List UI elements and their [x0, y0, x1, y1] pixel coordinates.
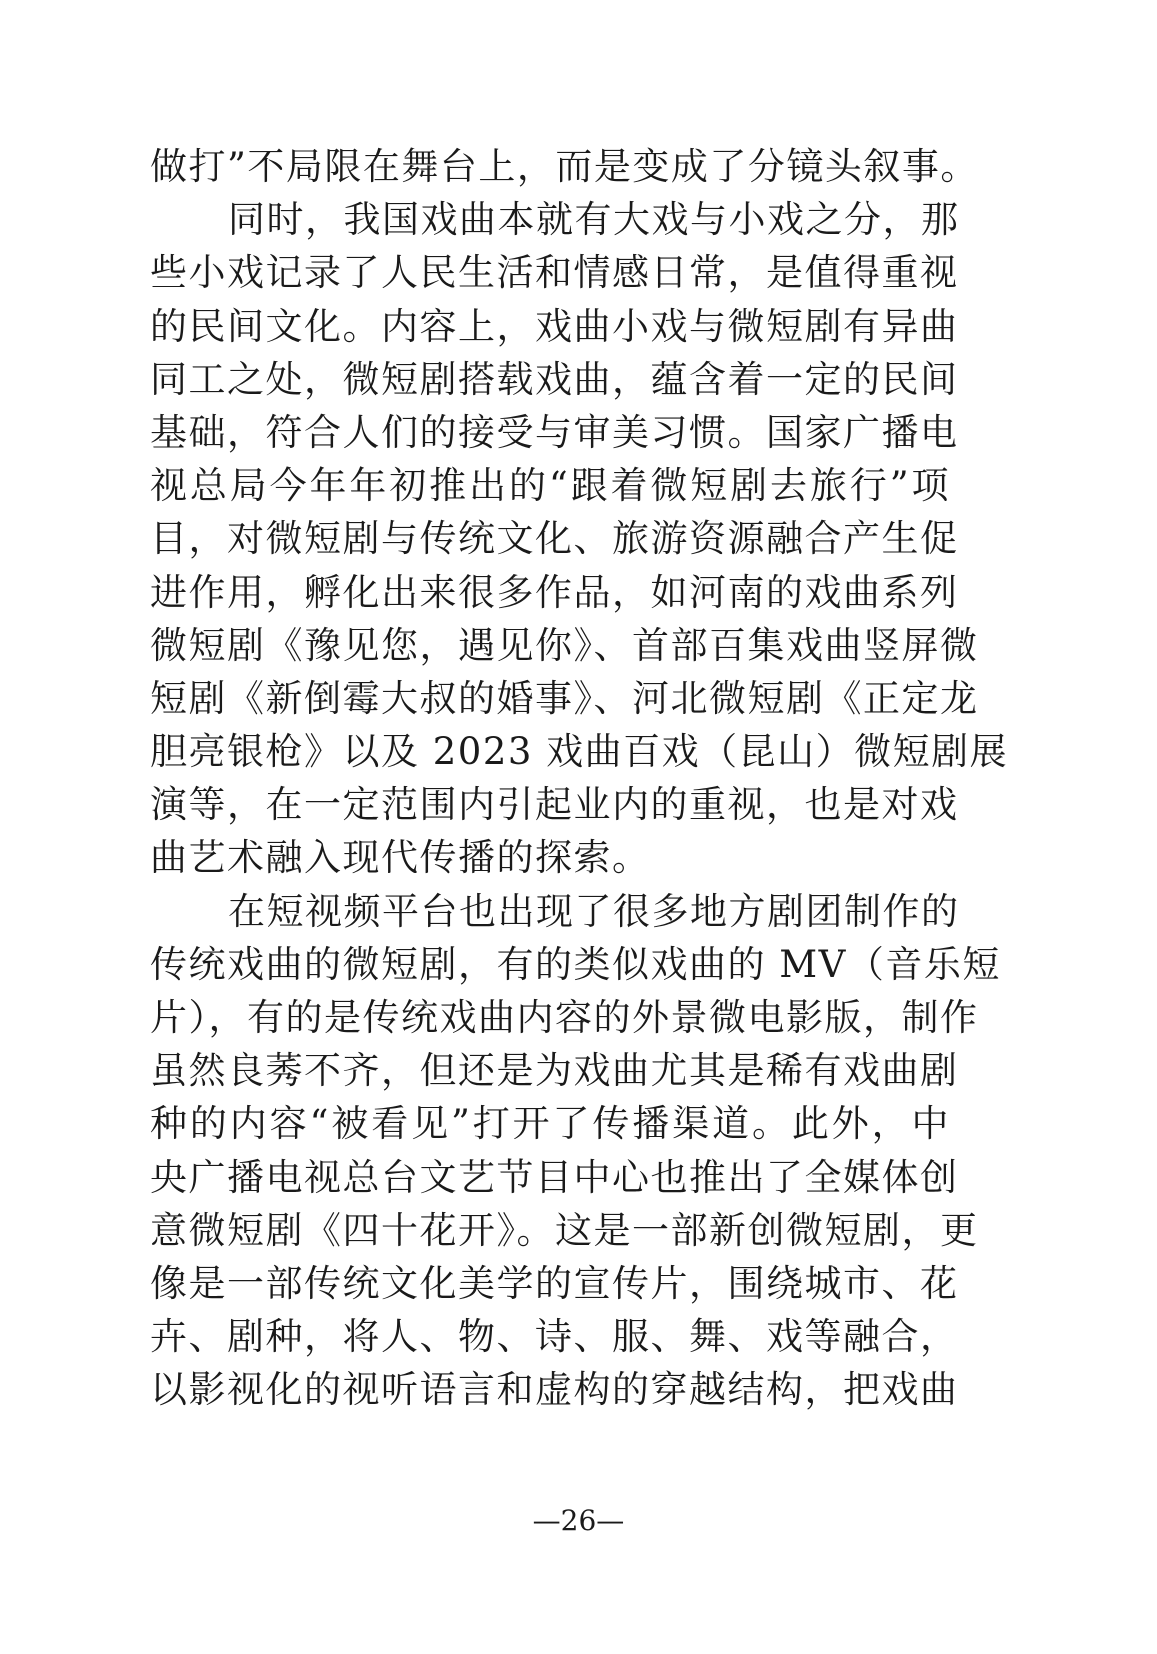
text-line: 央广播电视总台文艺节目中心也推出了全媒体创: [150, 1155, 959, 1199]
text-line: 意微短剧《四十花开》。这是一部新创微短剧，更: [150, 1208, 979, 1252]
text-line: 种的内容“被看见”打开了传播渠道。此外，中: [150, 1102, 950, 1146]
text-line: 的民间文化。内容上，戏曲小戏与微短剧有异曲: [150, 304, 959, 348]
text-line: 视总局今年年初推出的“跟着微短剧去旅行”项: [150, 464, 950, 508]
text-line: 做打”不局限在舞台上，而是变成了分镜头叙事。: [150, 145, 979, 188]
text-line: 胆亮银枪》以及 2023 戏曲百戏（昆山）微短剧展: [150, 730, 1009, 774]
text-line: 同工之处，微短剧搭载戏曲，蕴含着一定的民间: [150, 357, 959, 401]
text-line: 卉、剧种，将人、物、诗、服、舞、戏等融合，: [150, 1315, 959, 1359]
text-line: 以影视化的视听语言和虚构的穿越结构，把戏曲: [150, 1368, 959, 1412]
text-line: 曲艺术融入现代传播的探索。: [150, 836, 651, 880]
paragraph-start-line: 同时，我国戏曲本就有大戏与小戏之分，那: [228, 198, 960, 242]
text-line: 短剧《新倒霉大叔的婚事》、河北微短剧《正定龙: [150, 676, 979, 720]
text-line: 目，对微短剧与传统文化、旅游资源融合产生促: [150, 517, 959, 561]
paragraph-start-line: 在短视频平台也出现了很多地方剧团制作的: [228, 889, 960, 933]
text-line: 演等，在一定范围内引起业内的重视，也是对戏: [150, 783, 959, 827]
document-body: [150, 140, 1009, 1417]
text-line: 微短剧《豫见您，遇见你》、首部百集戏曲竖屏微: [150, 623, 979, 667]
text-line: 片），有的是传统戏曲内容的外景微电影版，制作: [150, 996, 979, 1039]
text-line: 基础，符合人们的接受与审美习惯。国家广播电: [150, 410, 959, 454]
page-number: —26—: [532, 1504, 625, 1537]
text-line: 传统戏曲的微短剧，有的类似戏曲的 MV（音乐短: [150, 942, 1001, 986]
text-line: 虽然良莠不齐，但还是为戏曲尤其是稀有戏曲剧: [150, 1049, 959, 1093]
text-line: 进作用，孵化出来很多作品，如河南的戏曲系列: [150, 570, 959, 614]
text-line: 些小戏记录了人民生活和情感日常，是值得重视: [150, 251, 959, 295]
text-line: 像是一部传统文化美学的宣传片，围绕城市、花: [150, 1261, 959, 1305]
